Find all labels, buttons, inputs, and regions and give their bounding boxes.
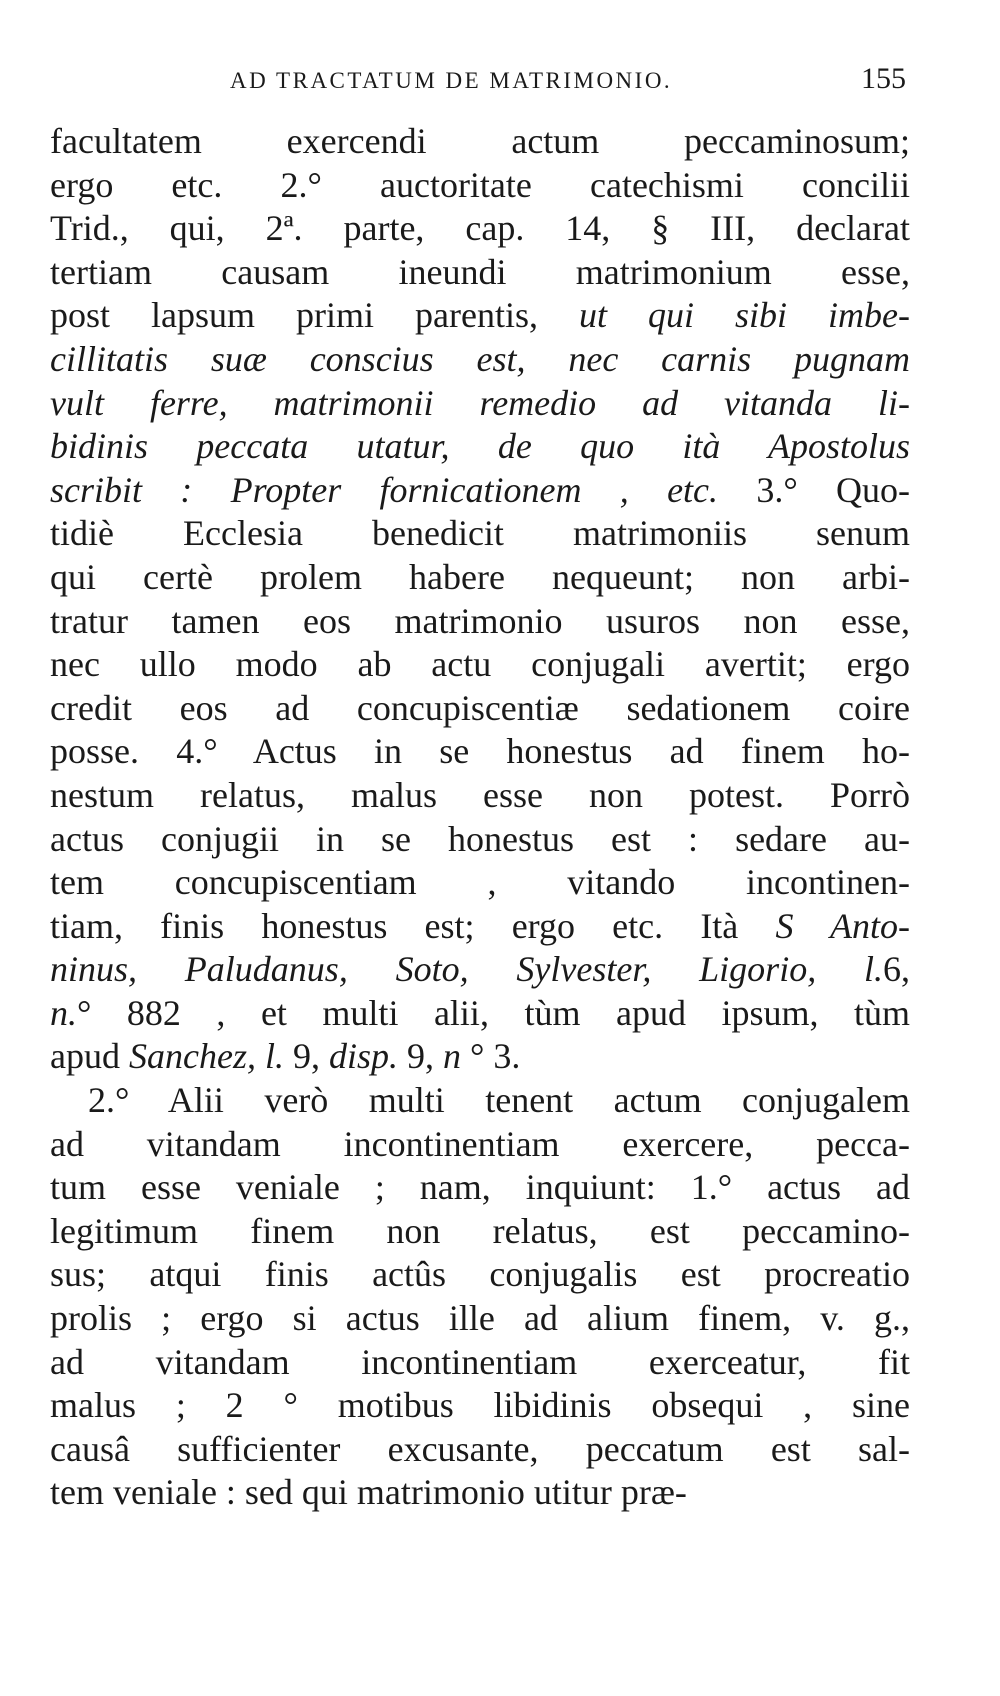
- text-segment: post lapsum primi parentis,: [50, 295, 579, 336]
- text-segment: n: [442, 1036, 461, 1077]
- text-line: [50, 861, 910, 905]
- text-line: [50, 251, 910, 295]
- text-segment: sus; atqui finis actûs conjugalis est procreatio: [50, 1254, 910, 1295]
- text-line: [50, 120, 910, 164]
- text-segment: disp.: [328, 1036, 398, 1077]
- text-segment: 9,: [283, 1036, 329, 1077]
- text-segment: Sanchez, l.: [128, 1036, 284, 1077]
- text-segment: bidinis peccata utatur, de quo ità Apostolus: [50, 426, 910, 467]
- text-segment: facultatem exercendi actum peccaminosum;: [50, 121, 910, 161]
- text-segment: tidiè Ecclesia benedicit matrimoniis senum: [50, 513, 910, 554]
- text-line: [50, 905, 910, 949]
- text-segment: ad vitandam incontinentiam exercere, pecca-: [50, 1123, 910, 1164]
- text-segment: Trid., qui, 2ª. parte, cap. 14, § III, declarat: [50, 208, 910, 249]
- text-line: [50, 600, 910, 644]
- text-segment: scribit : Propter fornicationem , etc.: [50, 469, 719, 510]
- text-line: [50, 1297, 910, 1341]
- text-line: [50, 1428, 910, 1472]
- text-line: [50, 382, 910, 426]
- text-line: [50, 556, 910, 600]
- text-line: [50, 469, 910, 513]
- text-segment: ad vitandam incontinentiam exerceatur, fit: [50, 1341, 910, 1382]
- text-segment: ergo etc. 2.° auctoritate catechismi concilii: [50, 164, 910, 205]
- paragraph: [50, 1079, 910, 1515]
- text-segment: ut qui sibi imbe-: [578, 295, 910, 336]
- text-line: [50, 730, 910, 774]
- text-segment: nec ullo modo ab actu conjugali avertit; ergo: [50, 644, 910, 685]
- text-segment: cillitatis suæ conscius est, nec carnis pugnam: [50, 338, 910, 379]
- text-line: [50, 338, 910, 382]
- text-segment: tem veniale : sed qui matrimonio utitur præ-: [50, 1472, 687, 1513]
- text-line: [50, 164, 910, 208]
- text-line: [50, 425, 910, 469]
- text-segment: 2.° Alii verò multi tenent actum conjugalem: [88, 1080, 910, 1121]
- text-segment: tertiam causam ineundi matrimonium esse,: [50, 251, 910, 292]
- text-line: [50, 992, 910, 1036]
- text-segment: tem concupiscentiam , vitando incontinen-: [50, 862, 910, 903]
- text-segment: credit eos ad concupiscentiæ sedationem coire: [50, 687, 910, 728]
- text-segment: nestum relatus, malus esse non potest. Porrò: [50, 774, 910, 815]
- page-number: 155: [861, 62, 906, 95]
- text-segment: 9,: [397, 1036, 443, 1077]
- text-line: [50, 207, 910, 251]
- text-line: [50, 774, 910, 818]
- text-segment: qui certè prolem habere nequeunt; non arbi-: [50, 556, 910, 597]
- running-title: AD TRACTATUM DE MATRIMONIO.: [230, 68, 673, 93]
- text-segment: 3.° Quo-: [718, 469, 910, 510]
- text-line: [50, 1253, 910, 1297]
- text-segment: 6,: [883, 949, 910, 990]
- text-segment: malus ; 2 ° motibus libidinis obsequi , sine: [50, 1385, 910, 1426]
- text-segment: n.: [50, 992, 77, 1033]
- text-segment: tiam, finis honestus est; ergo etc. Ità: [50, 905, 776, 946]
- text-line: [50, 1035, 910, 1079]
- paragraph: [50, 120, 910, 1079]
- text-line: [50, 1341, 910, 1385]
- text-segment: ninus, Paludanus, Soto, Sylvester, Ligorio, l.: [50, 949, 883, 990]
- running-head: [50, 62, 906, 106]
- text-line: [50, 687, 910, 731]
- text-segment: ° 882 , et multi alii, tùm apud ipsum, tùm: [77, 992, 910, 1033]
- text-segment: posse. 4.° Actus in se honestus ad finem ho-: [50, 731, 910, 772]
- text-line: [50, 1166, 910, 1210]
- body-text: [50, 120, 910, 1515]
- text-line: [50, 1079, 910, 1123]
- text-line: [50, 948, 910, 992]
- text-line: [50, 643, 910, 687]
- text-segment: S Anto-: [775, 905, 910, 946]
- text-segment: tum esse veniale ; nam, inquiunt: 1.° actus ad: [50, 1167, 910, 1208]
- text-line: [50, 512, 910, 556]
- text-segment: causâ sufficienter excusante, peccatum est sal-: [50, 1428, 910, 1469]
- text-segment: vult ferre, matrimonii remedio ad vitanda li-: [50, 382, 910, 423]
- text-line: [50, 818, 910, 862]
- text-segment: actus conjugii in se honestus est : sedare au-: [50, 818, 910, 859]
- text-segment: tratur tamen eos matrimonio usuros non esse,: [50, 600, 910, 641]
- text-line: [50, 1123, 910, 1167]
- text-line: [50, 1471, 910, 1515]
- text-segment: prolis ; ergo si actus ille ad alium finem, v. g.,: [50, 1298, 910, 1339]
- text-segment: apud: [50, 1036, 129, 1077]
- text-line: [50, 294, 910, 338]
- text-segment: legitimum finem non relatus, est peccamino-: [50, 1210, 910, 1251]
- text-line: [50, 1210, 910, 1254]
- text-segment: ° 3.: [460, 1036, 521, 1077]
- text-line: [50, 1384, 910, 1428]
